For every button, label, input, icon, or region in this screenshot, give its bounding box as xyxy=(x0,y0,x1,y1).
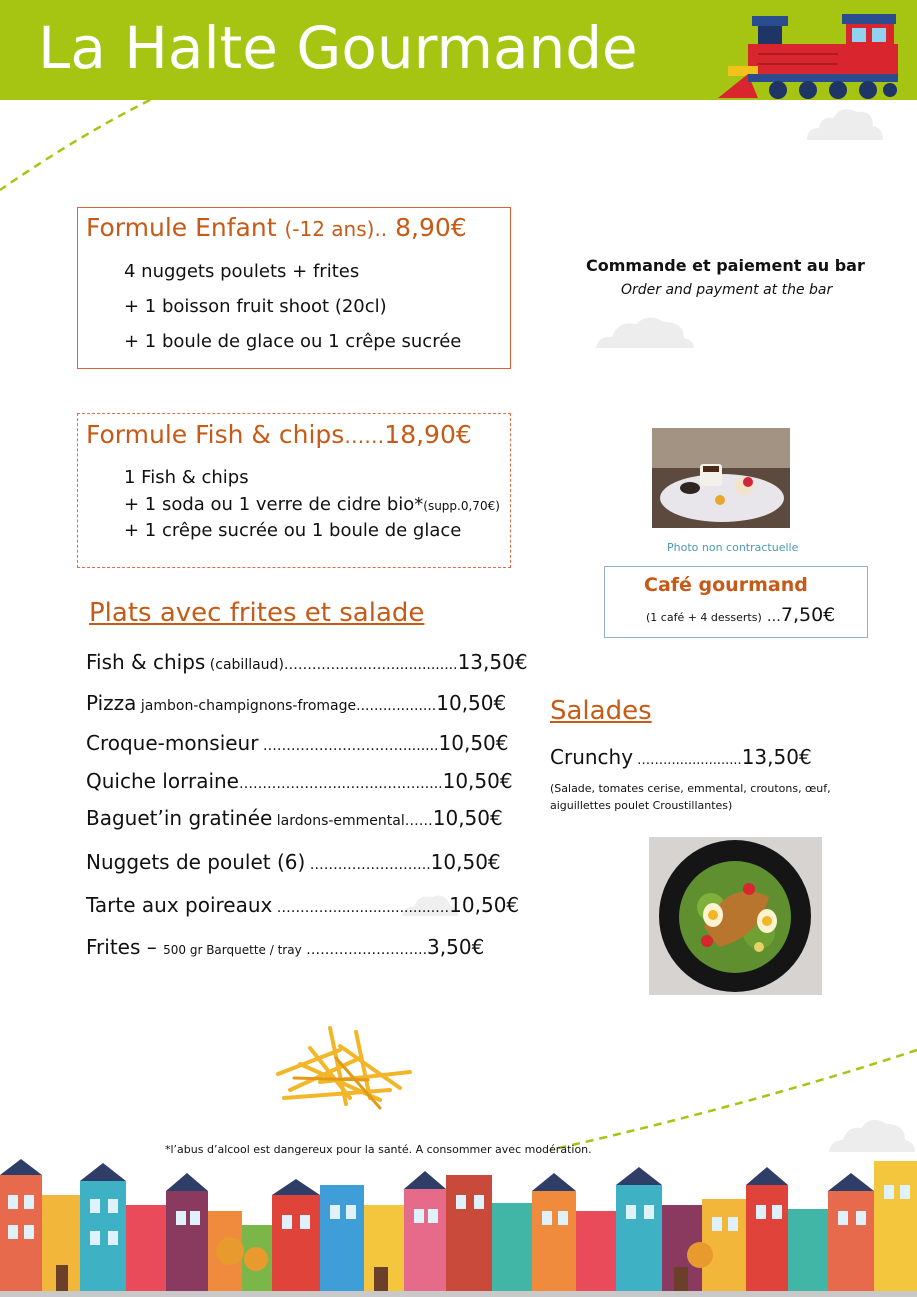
salades-section-title: Salades xyxy=(550,696,652,726)
formule-fish-item: 1 Fish & chips xyxy=(124,467,249,488)
menu-item: Nuggets de poulet (6) ……………………..10,50€ xyxy=(86,850,501,874)
fries-photo xyxy=(270,1018,415,1113)
order-note: Commande et paiement au bar xyxy=(586,256,865,275)
menu-item: Quiche lorraine…………………..……..………....10,50€ xyxy=(86,769,513,793)
formule-enfant-title: Formule Enfant (-12 ans).. 8,90€ xyxy=(86,213,467,242)
salade-item: Crunchy ……...................13,50€ xyxy=(550,745,812,769)
menu-item: Fish & chips (cabillaud)……………..……...............13,50€ xyxy=(86,650,528,674)
salade-description: (Salade, tomates cerise, emmental, croutons, œuf, xyxy=(550,782,831,795)
cloud-icon xyxy=(825,1112,917,1154)
dashed-curve-top xyxy=(0,95,160,195)
cafe-gourmand-title: Café gourmand xyxy=(644,574,808,596)
menu-item: Croque-monsieur …………………………........10,50€ xyxy=(86,731,509,755)
train-icon xyxy=(718,8,914,104)
town-illustration xyxy=(0,1155,917,1297)
menu-item: Tarte aux poireaux ………….......................…10,50€ xyxy=(86,893,520,917)
cloud-icon xyxy=(803,100,885,142)
menu-item: Pizza jambon-champignons-fromage..................10,50€ xyxy=(86,691,507,715)
alcohol-note: *l’abus d’alcool est dangereux pour la santé. A consommer avec modération. xyxy=(165,1143,592,1156)
cloud-icon xyxy=(592,310,697,350)
formule-fish-item: + 1 crêpe sucrée ou 1 boule de glace xyxy=(124,520,462,541)
formule-fish-item: + 1 soda ou 1 verre de cidre bio*(supp.0,70€) xyxy=(124,494,500,515)
formule-enfant-item: + 1 boule de glace ou 1 crêpe sucrée xyxy=(124,331,462,352)
menu-item: Frites – 500 gr Barquette / tray ……………………..3,50€ xyxy=(86,935,485,959)
formule-enfant-item: 4 nuggets poulets + frites xyxy=(124,261,360,282)
dessert-photo xyxy=(652,428,790,528)
cafe-gourmand-price-line: (1 café + 4 desserts) …7,50€ xyxy=(646,604,836,626)
salad-photo xyxy=(649,837,822,995)
menu-item: Baguet’in gratinée lardons-emmental……10,50€ xyxy=(86,806,503,830)
formule-fish-title: Formule Fish & chips……18,90€ xyxy=(86,420,472,449)
page-title: La Halte Gourmande xyxy=(38,14,638,82)
salade-description: aiguillettes poulet Croustillantes) xyxy=(550,799,733,812)
order-note-en: Order and payment at the bar xyxy=(621,282,833,298)
photo-note: Photo non contractuelle xyxy=(667,541,799,554)
plats-section-title: Plats avec frites et salade xyxy=(89,598,425,628)
formule-enfant-item: + 1 boisson fruit shoot (20cl) xyxy=(124,296,387,317)
